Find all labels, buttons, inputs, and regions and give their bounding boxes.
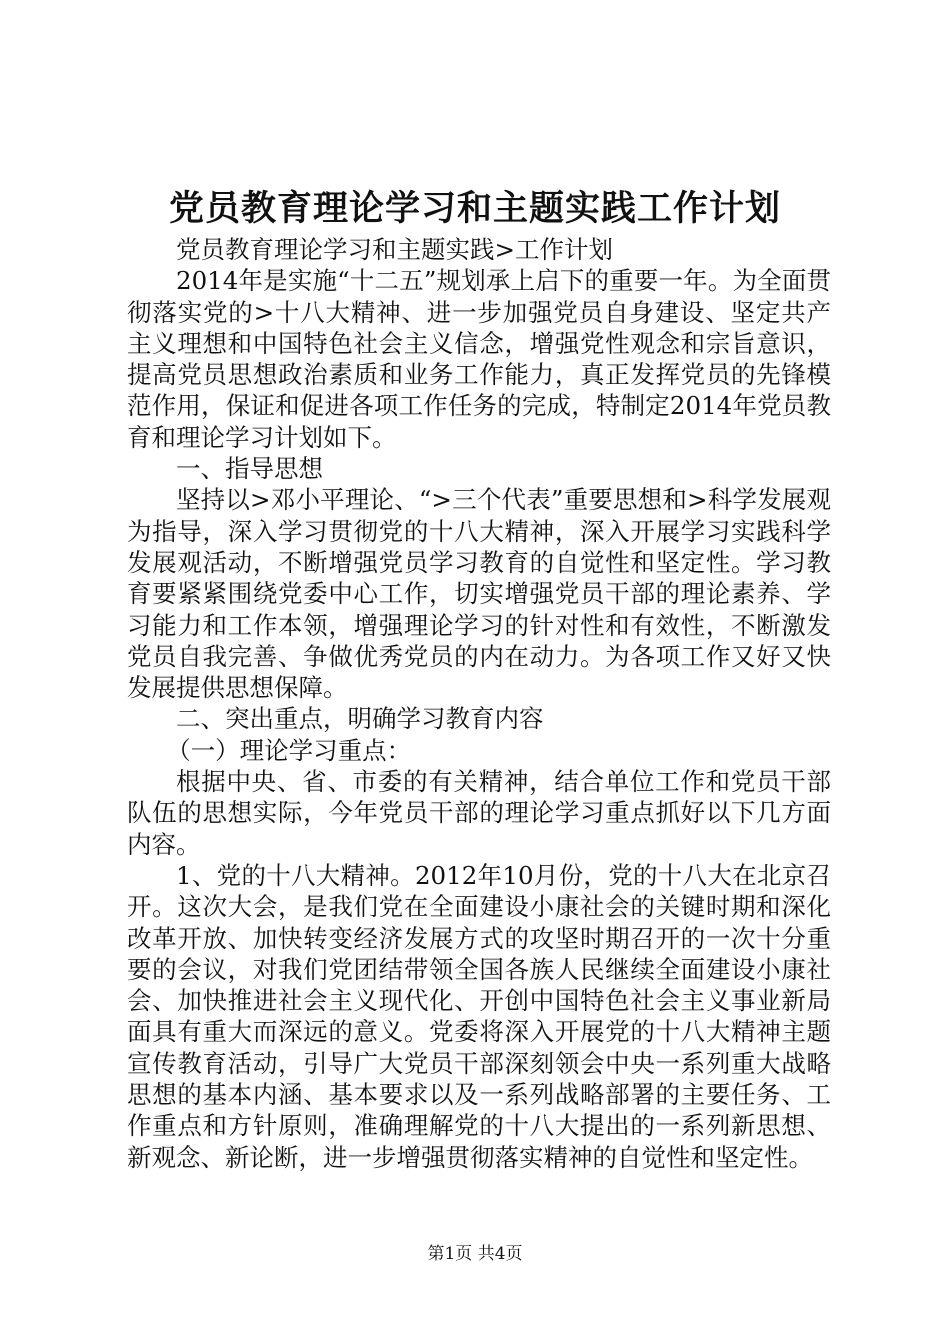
section-heading-guiding-ideology: 一、指导思想	[176, 454, 323, 484]
document-body	[127, 234, 831, 1173]
page-footer: 第1页 共4页	[427, 1244, 523, 1264]
intro-paragraph: 2014年是实施“十二五”规划承上启下的重要一年。为全面贯彻落实党的>十八大精神、进一步加强党员自身建设、坚定共产主义理想和中国特色社会主义信念，增强党性观念和宗旨意识，提高党员思想政治素质和业务工作能力，真正发挥党员的先锋模范作用，保证和促进各项工作任务的完成，特制定2014年党员教育和理论学习计划如下。	[127, 266, 831, 452]
section-heading-key-content: 二、突出重点，明确学习教育内容	[176, 704, 544, 734]
guiding-ideology-paragraph: 坚持以>邓小平理论、“>三个代表”重要思想和>科学发展观为指导，深入学习贯彻党的十八大精神，深入开展学习实践科学发展观活动，不断增强党员学习教育的自觉性和坚定性。学习教育要紧紧围绕党委中心工作，切实增强党员干部的理论素养、学习能力和工作本领，增强理论学习的针对性和有效性，不断激发党员自我完善、争做优秀党员的内在动力。为各项工作又好又快发展提供思想保障。	[127, 485, 831, 703]
subsection-heading-theory-study: （一）理论学习重点：	[166, 735, 412, 765]
item-1-paragraph: 1、党的十八大精神。2012年10月份，党的十八大在北京召开。这次大会，是我们党在全面建设小康社会的关键时期和深化改革开放、加快转变经济发展方式的攻坚时期召开的一次十分重要的会议，对我们党团结带领全国各族人民继续全面建设小康社会、加快推进社会主义现代化、开创中国特色社会主义事业新局面具有重大而深远的意义。党委将深入开展党的十八大精神主题宣传教育活动，引导广大党员干部深刻领会中央一系列重大战略思想的基本内涵、基本要求以及一系列战略部署的主要任务、工作重点和方针原则，准确理解党的十八大提出的一系列新思想、新观念、新论断，进一步增强贯彻落实精神的自觉性和坚定性。	[127, 860, 831, 1172]
subtitle-paragraph: 党员教育理论学习和主题实践>工作计划	[176, 235, 614, 264]
theory-study-paragraph: 根据中央、省、市委的有关精神，结合单位工作和党员干部队伍的思想实际，今年党员干部的理论学习重点抓好以下几方面内容。	[127, 767, 831, 859]
document-title: 党员教育理论学习和主题实践工作计划	[168, 188, 781, 229]
